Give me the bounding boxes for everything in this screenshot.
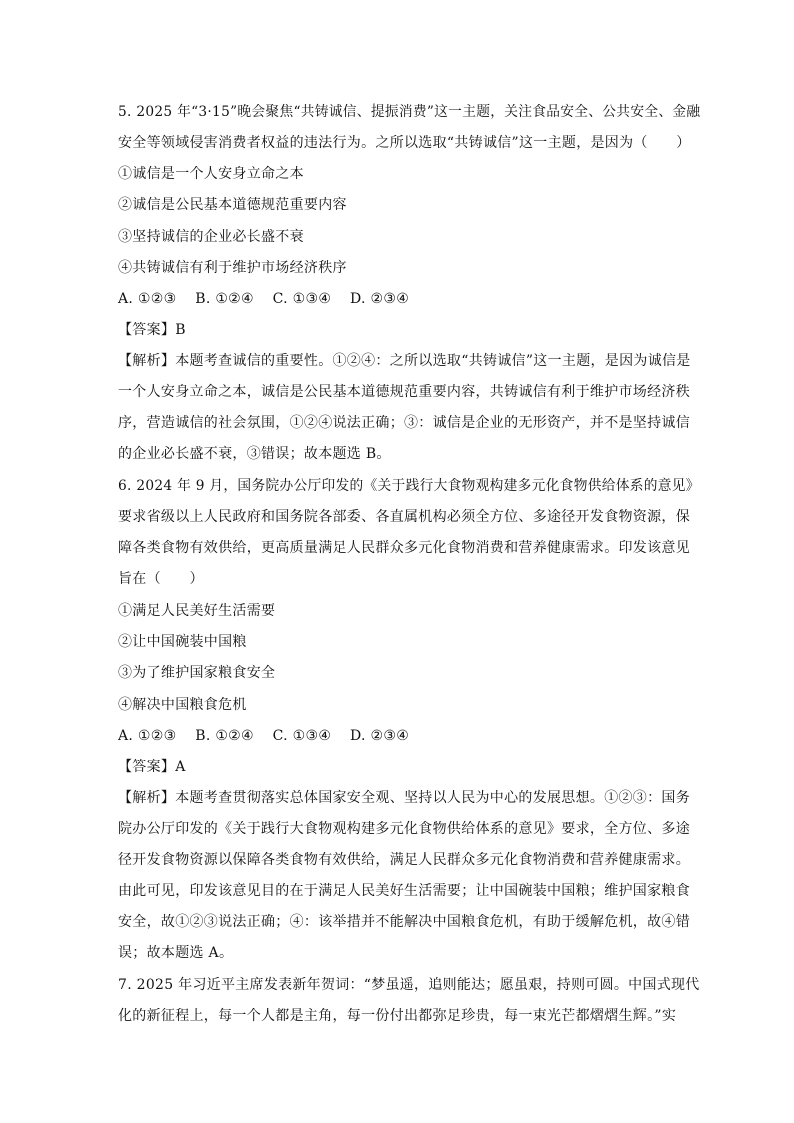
question-6-statement-3: ③为了维护国家粮食安全 [118, 665, 276, 681]
question-5-analysis-line: 【解析】本题考查诚信的重要性。①②④：之所以选取“共铸诚信”这一主题，是因为诚信是 [118, 353, 691, 369]
question-6-answer: 【答案】A [118, 759, 186, 775]
question-6-analysis-line: 院办公厅印发的《关于践行大食物观构建多元化食物供给体系的意见》要求，全方位、多途 [118, 821, 690, 837]
question-6-stem-line: 6. 2024 年 9 月，国务院办公厅印发的《关于践行大食物观构建多元化食物供给体系的意见》 [118, 478, 700, 494]
option-b: B. ①②④ [195, 728, 254, 744]
question-5-analysis-line: 一个人安身立命之本，诚信是公民基本道德规范重要内容，共铸诚信有利于维护市场经济秩 [118, 384, 690, 400]
question-7-stem-line: 化的新征程上，每一个人都是主角，每一份付出都弥足珍贵，每一束光芒都熠熠生辉。”实 [118, 1008, 677, 1024]
question-5-stem-line: 安全等领域侵害消费者权益的违法行为。之所以选取“共铸诚信”这一主题，是因为（ ） [118, 135, 691, 151]
question-5-analysis-line: 序，营造诚信的社会氛围，①②④说法正确；③：诚信是企业的无形资产，并不是坚持诚信 [118, 415, 690, 431]
option-d: D. ②③④ [350, 291, 410, 307]
question-5-statement-3: ③坚持诚信的企业必长盛不衰 [118, 229, 304, 245]
question-6-options [118, 726, 409, 746]
option-b: B. ①②④ [195, 291, 254, 307]
question-6-stem-line: 障各类食物有效供给，更高质量满足人民群众多元化食物消费和营养健康需求。印发该意见 [118, 540, 690, 556]
question-5-answer: 【答案】B [118, 322, 186, 338]
question-6-analysis-line: 误；故本题选 A。 [118, 945, 234, 961]
question-5-stem-line: 5. 2025 年“3·15”晚会聚焦“共铸诚信、提振消费”这一主题，关注食品安全、公共安全、金融 [118, 104, 701, 120]
question-6-analysis-line: 径开发食物资源以保障各类食物有效供给，满足人民群众多元化食物消费和营养健康需求。 [118, 852, 690, 868]
question-5-statement-4: ④共铸诚信有利于维护市场经济秩序 [118, 260, 347, 276]
question-6-statement-2: ②让中国碗装中国粮 [118, 634, 247, 650]
question-7-stem-line: 7. 2025 年习近平主席发表新年贺词：“梦虽遥，追则能达；愿虽艰，持则可圆。中国式现代 [118, 977, 700, 993]
option-c: C. ①③④ [272, 728, 332, 744]
option-d: D. ②③④ [350, 728, 410, 744]
question-5-analysis-line: 的企业必长盛不衰，③错误；故本题选 B。 [118, 446, 391, 462]
question-5-statement-2: ②诚信是公民基本道德规范重要内容 [118, 197, 347, 213]
question-6-analysis-line: 由此可见，印发该意见目的在于满足人民美好生活需要；让中国碗装中国粮；维护国家粮食 [118, 883, 690, 899]
option-a: A. ①②③ [118, 728, 177, 744]
question-6-statement-4: ④解决中国粮食危机 [118, 697, 247, 713]
option-c: C. ①③④ [272, 291, 332, 307]
question-5-statement-1: ①诚信是一个人安身立命之本 [118, 166, 304, 182]
question-5-options [118, 289, 409, 309]
question-6-analysis-line: 安全，故①②③说法正确；④：该举措并不能解决中国粮食危机，有助于缓解危机，故④错 [118, 914, 690, 930]
question-6-statement-1: ①满足人民美好生活需要 [118, 603, 276, 619]
question-6-stem-line: 旨在（ ） [118, 571, 204, 587]
question-6-stem-line: 要求省级以上人民政府和国务院各部委、各直属机构必须全方位、多途径开发食物资源，保 [118, 509, 690, 525]
question-6-analysis-line: 【解析】本题考查贯彻落实总体国家安全观、坚持以人民为中心的发展思想。①②③：国务 [118, 790, 690, 806]
option-a: A. ①②③ [118, 291, 177, 307]
